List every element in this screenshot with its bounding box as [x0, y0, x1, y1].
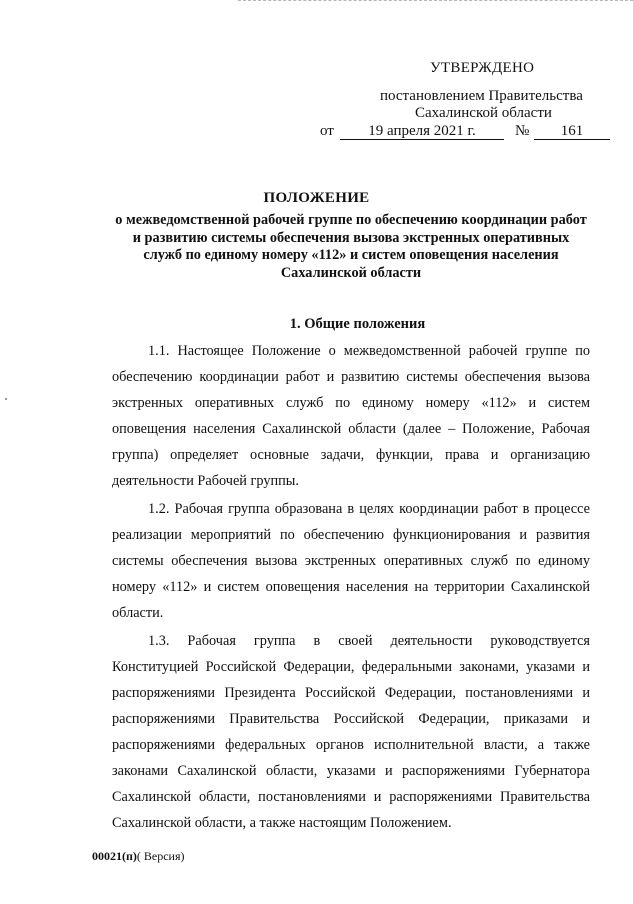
- approval-number: 161: [534, 123, 610, 140]
- paragraph-1-3: 1.3. Рабочая группа в своей деятельности руководствуется Конституцией Российской Федерации, федеральными законами, указами и распоряжениями Президента Российской Федерации, постановлениями и распоряжениями Правительства Российской Федерации, приказами и распоряжениями федеральных органов исполнительной власти, а также законами Сахалинской области, указами и распоряжениями Губернатора Сахалинской области, постановлениями и распоряжениями Правительства Сахалинской области, а также настоящим Положением.: [112, 633, 590, 831]
- approval-region-line: Сахалинской области: [415, 105, 552, 121]
- approval-date: 19 апреля 2021 г.: [340, 123, 504, 140]
- section-body: [112, 338, 590, 838]
- scan-speck: [5, 398, 7, 400]
- number-prefix-label: №: [515, 123, 530, 139]
- approval-title: УТВЕРЖДЕНО: [430, 60, 535, 76]
- approval-authority-line: постановлением Правительства: [380, 88, 583, 104]
- paragraph-1-2: 1.2. Рабочая группа образована в целях координации работ в процессе реализации мероприятий по обеспечению функционирования и развития системы обеспечения вызова экстренных оперативных служб по единому номеру «112» и систем оповещения населения на территории Сахалинской области.: [112, 501, 590, 621]
- document-title: ПОЛОЖЕНИЕ: [263, 190, 370, 206]
- footer-code: 00021(п): [92, 849, 137, 863]
- footer-version-stamp: [92, 849, 185, 864]
- date-prefix-label: от: [320, 123, 334, 139]
- document-subtitle: о межведомственной рабочей группе по обеспечению координации работ и развитию системы обеспечения вызова экстренных оперативных служб по единому номеру «112» и систем оповещения населения Сахалинской области: [115, 212, 587, 281]
- footer-version: ( Версия): [136, 849, 185, 863]
- paragraph-1-1: 1.1. Настоящее Положение о межведомственной рабочей группе по обеспечению координации работ и развитию системы обеспечения вызова экстренных оперативных служб по единому номеру «112» и систем оповещения населения Сахалинской области (далее – Положение, Рабочая группа) определяет основные задачи, функции, права и организацию деятельности Рабочей группы.: [112, 343, 590, 489]
- scan-edge-line: [238, 0, 633, 1]
- section-heading: 1. Общие положения: [289, 316, 426, 332]
- approval-date-number-row: [320, 123, 610, 143]
